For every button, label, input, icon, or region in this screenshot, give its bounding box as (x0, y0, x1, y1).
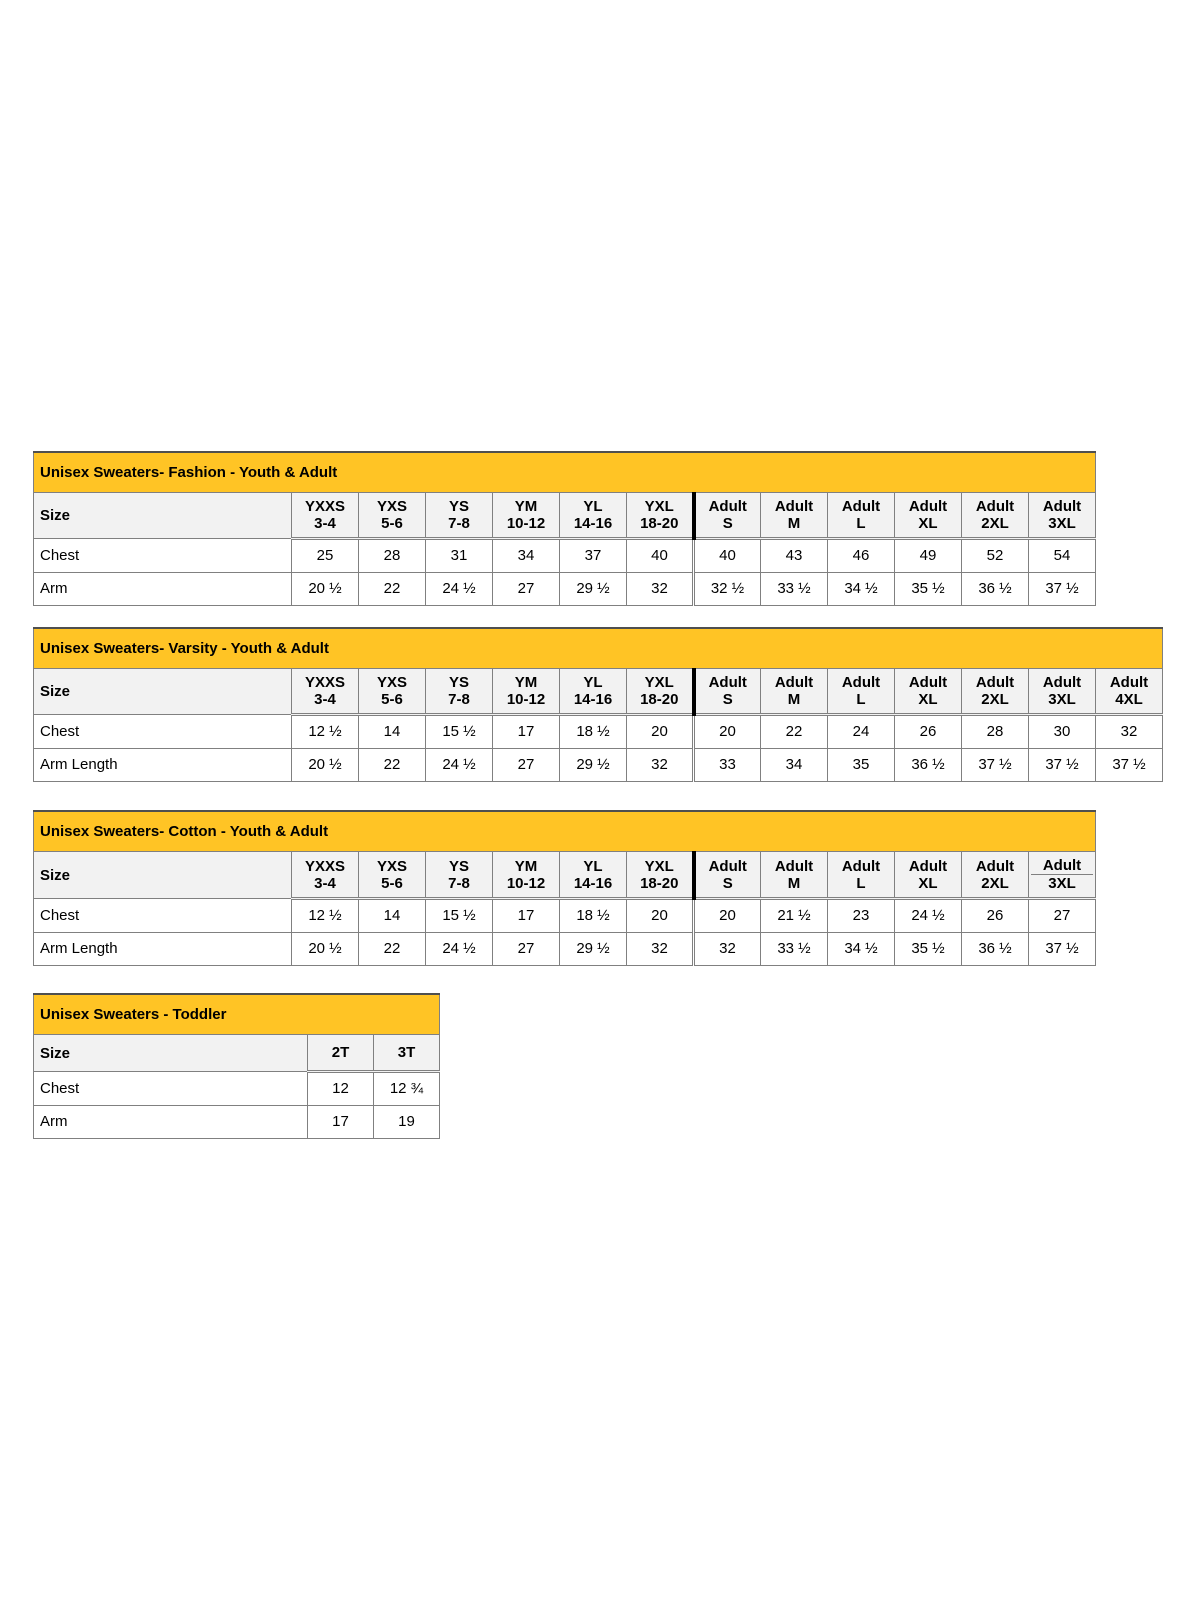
column-header-age-range: 2XL (981, 515, 1009, 532)
size-column-header: Size (34, 1035, 308, 1072)
size-value: 33 ½ (761, 933, 828, 966)
table-title-fashion: Unisex Sweaters- Fashion - Youth & Adult (34, 452, 1096, 493)
column-header-adult-xl (895, 669, 962, 715)
size-value: 24 ½ (426, 933, 493, 966)
column-header-size-code: Adult (841, 674, 881, 691)
column-header-age-range: XL (918, 874, 938, 892)
column-header-age-range: S (722, 515, 733, 532)
column-header-size-code: 3T (397, 1044, 416, 1061)
size-column-header: Size (34, 493, 292, 539)
column-header-adult-xl (895, 493, 962, 539)
size-value: 23 (828, 899, 895, 933)
column-header-age-range: 3XL (1048, 691, 1076, 708)
column-header-age-range: L (856, 515, 866, 532)
column-header-size-code: Adult (908, 857, 948, 875)
column-header-ys-7-8 (426, 493, 493, 539)
size-value: 22 (761, 715, 828, 749)
size-value: 37 ½ (1029, 749, 1096, 782)
column-header-size-code: YXL (644, 498, 674, 515)
size-value: 35 ½ (895, 573, 962, 606)
size-value: 34 ½ (828, 933, 895, 966)
column-header-yl-14-16 (560, 669, 627, 715)
size-value: 40 (627, 539, 694, 573)
size-value: 37 ½ (1029, 933, 1096, 966)
size-value: 37 ½ (1096, 749, 1163, 782)
size-value: 29 ½ (560, 573, 627, 606)
column-header-age-range: M (787, 874, 801, 892)
column-header-yl-14-16 (560, 852, 627, 899)
column-header-size-code: YM (514, 498, 538, 515)
size-chart-cotton (33, 810, 1096, 966)
size-value: 33 (694, 749, 761, 782)
size-value: 31 (426, 539, 493, 573)
column-header-size-code: Adult (708, 674, 747, 691)
column-header-age-range: M (787, 691, 801, 708)
size-value: 24 ½ (895, 899, 962, 933)
column-header-adult-3xl (1029, 493, 1096, 539)
column-header-age-range: 10-12 (506, 515, 546, 532)
column-header-yxxs-3-4 (292, 493, 359, 539)
row-label-arm: Arm (34, 573, 292, 606)
column-header-size-code: Adult (774, 674, 814, 691)
column-header-adult-s (694, 669, 761, 715)
column-header-age-range: 4XL (1115, 691, 1143, 708)
column-header-3t (374, 1035, 440, 1072)
size-value: 14 (359, 899, 426, 933)
column-header-size-code: Adult (774, 498, 814, 515)
size-value: 35 ½ (895, 933, 962, 966)
column-header-adult-3xl (1029, 852, 1096, 899)
size-value: 37 (560, 539, 627, 573)
size-value: 26 (895, 715, 962, 749)
column-header-size-code: Adult (908, 498, 948, 515)
column-header-size-code: YL (583, 857, 603, 875)
column-header-size-code: Adult (975, 674, 1015, 691)
size-value: 29 ½ (560, 933, 627, 966)
size-value: 18 ½ (560, 715, 627, 749)
size-value: 24 ½ (426, 749, 493, 782)
column-header-adult-2xl (962, 852, 1029, 899)
size-value: 27 (493, 573, 560, 606)
table-title-varsity: Unisex Sweaters- Varsity - Youth & Adult (34, 628, 1163, 669)
size-value: 20 (627, 715, 694, 749)
size-value: 32 (627, 933, 694, 966)
size-value: 26 (962, 899, 1029, 933)
size-value: 22 (359, 573, 426, 606)
column-header-yl-14-16 (560, 493, 627, 539)
column-header-adult-l (828, 669, 895, 715)
size-value: 12 ¾ (374, 1072, 440, 1106)
row-label-chest: Chest (34, 715, 292, 749)
column-header-age-range: 7-8 (448, 515, 470, 532)
column-header-age-range: 18-20 (640, 874, 679, 892)
column-header-age-range: 18-20 (640, 515, 679, 532)
size-value: 43 (761, 539, 828, 573)
column-header-ym-10-12 (493, 493, 560, 539)
size-value: 19 (374, 1106, 440, 1139)
column-header-yxl-18-20 (627, 493, 694, 539)
size-value: 32 (627, 749, 694, 782)
column-header-size-code: YXS (376, 674, 407, 691)
column-header-size-code: Adult (841, 498, 881, 515)
size-value: 24 ½ (426, 573, 493, 606)
column-header-ys-7-8 (426, 669, 493, 715)
column-header-age-range: 5-6 (381, 515, 403, 532)
size-value: 32 (1096, 715, 1163, 749)
column-header-yxl-18-20 (627, 669, 694, 715)
column-header-age-range: 2XL (981, 691, 1009, 708)
size-column-header: Size (34, 852, 292, 899)
column-header-ym-10-12 (493, 852, 560, 899)
column-header-size-code: Adult (1031, 857, 1093, 875)
column-header-size-code: Adult (1042, 498, 1082, 515)
row-label-chest: Chest (34, 1072, 308, 1106)
table-title-toddler: Unisex Sweaters - Toddler (34, 994, 440, 1035)
column-header-adult-l (828, 493, 895, 539)
column-header-age-range: 5-6 (381, 874, 403, 892)
size-value: 15 ½ (426, 715, 493, 749)
column-header-size-code: Adult (708, 857, 747, 875)
column-header-size-code: YM (514, 674, 538, 691)
column-header-size-code: YXS (376, 498, 407, 515)
size-value: 32 (694, 933, 761, 966)
column-header-size-code: YXXS (304, 857, 346, 875)
column-header-age-range: 10-12 (506, 874, 546, 892)
column-header-age-range: M (787, 515, 801, 532)
column-header-ym-10-12 (493, 669, 560, 715)
column-header-adult-m (761, 669, 828, 715)
column-header-size-code: YS (448, 857, 469, 875)
column-header-adult-3xl (1029, 669, 1096, 715)
size-value: 17 (493, 899, 560, 933)
size-chart-toddler (33, 993, 440, 1139)
size-value: 49 (895, 539, 962, 573)
size-value: 37 ½ (1029, 573, 1096, 606)
column-header-age-range: 3XL (1048, 875, 1076, 892)
column-header-age-range: XL (918, 515, 938, 532)
size-value: 30 (1029, 715, 1096, 749)
size-value: 34 ½ (828, 573, 895, 606)
size-value: 12 ½ (292, 899, 359, 933)
size-value: 21 ½ (761, 899, 828, 933)
size-value: 25 (292, 539, 359, 573)
size-value: 34 (493, 539, 560, 573)
column-header-age-range: XL (918, 691, 938, 708)
size-value: 34 (761, 749, 828, 782)
column-header-size-code: 2T (331, 1044, 350, 1061)
size-value: 36 ½ (962, 933, 1029, 966)
size-value: 17 (308, 1106, 374, 1139)
size-value: 37 ½ (962, 749, 1029, 782)
column-header-age-range: S (722, 691, 733, 708)
size-value: 22 (359, 749, 426, 782)
row-label-chest: Chest (34, 899, 292, 933)
column-header-adult-2xl (962, 493, 1029, 539)
table-title-cotton: Unisex Sweaters- Cotton - Youth & Adult (34, 811, 1096, 852)
column-header-size-code: YXXS (304, 674, 346, 691)
size-value: 24 (828, 715, 895, 749)
size-value: 33 ½ (761, 573, 828, 606)
size-column-header: Size (34, 669, 292, 715)
column-header-adult-l (828, 852, 895, 899)
size-value: 32 (627, 573, 694, 606)
column-header-adult-s (694, 852, 761, 899)
column-header-size-code: YS (448, 674, 469, 691)
size-value: 27 (1029, 899, 1096, 933)
column-header-age-range: 2XL (981, 874, 1009, 892)
column-header-yxxs-3-4 (292, 852, 359, 899)
size-value: 15 ½ (426, 899, 493, 933)
column-header-ys-7-8 (426, 852, 493, 899)
size-value: 28 (962, 715, 1029, 749)
column-header-yxs-5-6 (359, 852, 426, 899)
column-header-age-range: L (856, 874, 866, 892)
row-label-arm: Arm (34, 1106, 308, 1139)
column-header-size-code: Adult (774, 857, 814, 875)
size-value: 20 (694, 715, 761, 749)
column-header-size-code: Adult (908, 674, 948, 691)
column-header-size-code: YS (448, 498, 469, 515)
column-header-size-code: Adult (1042, 674, 1082, 691)
size-value: 12 (308, 1072, 374, 1106)
column-header-adult-2xl (962, 669, 1029, 715)
column-header-age-range: S (722, 874, 733, 892)
column-header-size-code: Adult (1109, 674, 1149, 691)
column-header-age-range: L (856, 691, 866, 708)
column-header-age-range: 14-16 (573, 515, 613, 532)
column-header-age-range: 7-8 (448, 691, 470, 708)
size-value: 29 ½ (560, 749, 627, 782)
size-value: 32 ½ (694, 573, 761, 606)
size-value: 27 (493, 933, 560, 966)
size-value: 20 ½ (292, 573, 359, 606)
size-value: 35 (828, 749, 895, 782)
column-header-adult-m (761, 493, 828, 539)
column-header-size-code: YXL (644, 857, 674, 875)
size-chart-fashion (33, 451, 1096, 606)
column-header-age-range: 3-4 (314, 515, 336, 532)
column-header-adult-xl (895, 852, 962, 899)
size-value: 27 (493, 749, 560, 782)
column-header-size-code: YM (514, 857, 538, 875)
column-header-size-code: YXS (376, 857, 407, 875)
column-header-age-range: 10-12 (506, 691, 546, 708)
column-header-size-code: Adult (841, 857, 881, 875)
column-header-age-range: 3-4 (314, 691, 336, 708)
column-header-size-code: YXL (644, 674, 674, 691)
column-header-adult-4xl (1096, 669, 1163, 715)
size-value: 18 ½ (560, 899, 627, 933)
column-header-adult-s (694, 493, 761, 539)
column-header-size-code: Adult (708, 498, 747, 515)
row-label-arm-length: Arm Length (34, 749, 292, 782)
size-value: 54 (1029, 539, 1096, 573)
size-value: 20 (627, 899, 694, 933)
size-value: 20 (694, 899, 761, 933)
size-value: 36 ½ (962, 573, 1029, 606)
column-header-age-range: 7-8 (448, 874, 470, 892)
column-header-size-code: YXXS (304, 498, 346, 515)
size-chart-varsity (33, 627, 1163, 782)
column-header-yxs-5-6 (359, 669, 426, 715)
row-label-chest: Chest (34, 539, 292, 573)
size-value: 14 (359, 715, 426, 749)
size-value: 20 ½ (292, 933, 359, 966)
column-header-yxl-18-20 (627, 852, 694, 899)
size-value: 40 (694, 539, 761, 573)
column-header-2t (308, 1035, 374, 1072)
column-header-age-range: 3XL (1048, 515, 1076, 532)
size-value: 17 (493, 715, 560, 749)
column-header-age-range: 3-4 (314, 874, 336, 892)
row-label-arm-length: Arm Length (34, 933, 292, 966)
size-value: 22 (359, 933, 426, 966)
column-header-size-code: YL (583, 498, 603, 515)
size-value: 28 (359, 539, 426, 573)
column-header-adult-m (761, 852, 828, 899)
column-header-age-range: 14-16 (573, 691, 613, 708)
size-value: 36 ½ (895, 749, 962, 782)
size-value: 20 ½ (292, 749, 359, 782)
size-value: 12 ½ (292, 715, 359, 749)
column-header-size-code: Adult (975, 498, 1015, 515)
column-header-age-range: 14-16 (573, 874, 613, 892)
column-header-size-code: Adult (975, 857, 1015, 875)
column-header-yxs-5-6 (359, 493, 426, 539)
column-header-age-range: 5-6 (381, 691, 403, 708)
column-header-size-code: YL (583, 674, 603, 691)
column-header-yxxs-3-4 (292, 669, 359, 715)
size-value: 46 (828, 539, 895, 573)
column-header-age-range: 18-20 (640, 691, 679, 708)
size-value: 52 (962, 539, 1029, 573)
size-charts (33, 451, 1163, 1139)
